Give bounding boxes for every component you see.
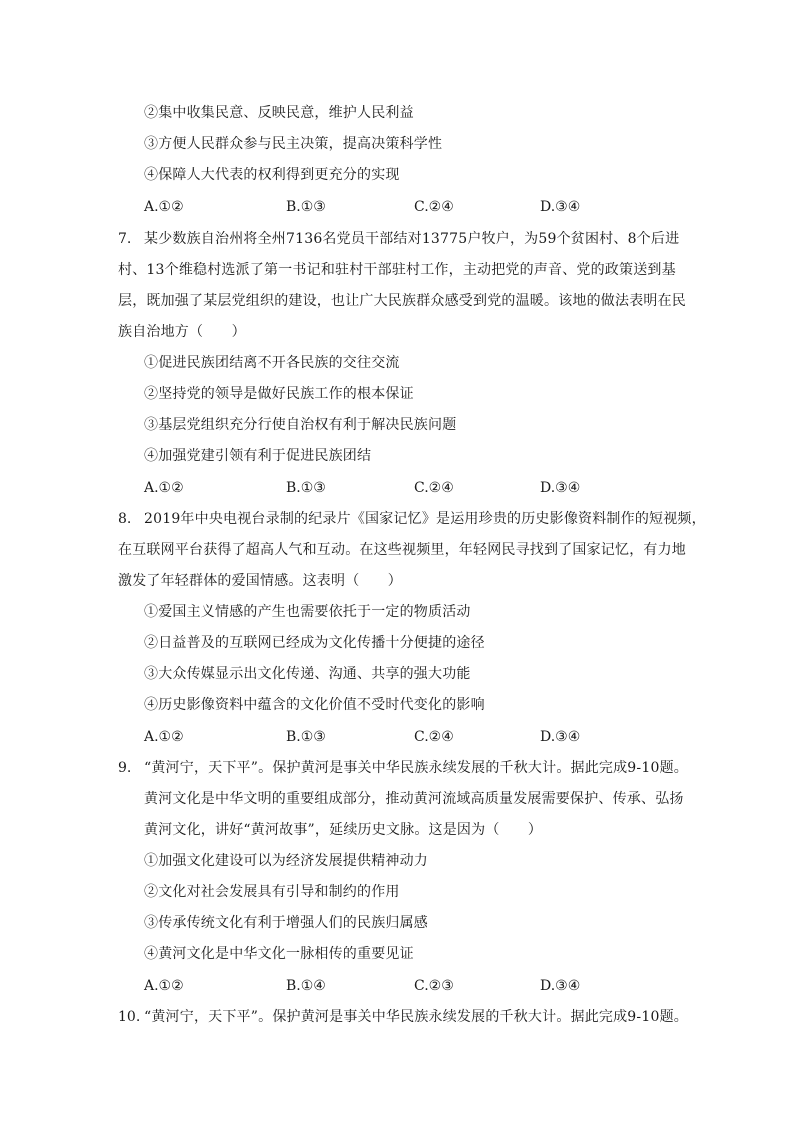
- q7-choice-a: A.①②: [144, 480, 184, 496]
- q8-answer-choices: [144, 727, 704, 747]
- q8-option-3: ③大众传媒显示出文化传递、沟通、共享的强大功能: [144, 666, 471, 682]
- q7-stem-line-4: 族自治地方（ ）: [118, 324, 246, 340]
- q7-stem-line-1: 某少数族自治州将全州7136名党员干部结对13775户牧户，为59个贫困村、8个后进: [144, 231, 680, 247]
- q8-choice-d: D.③④: [540, 729, 581, 745]
- q10-number: 10.: [118, 1009, 141, 1025]
- q10-stem-line-1: “黄河宁，天下平”。保护黄河是事关中华民族永续发展的千秋大计。据此完成9-10题。: [144, 1009, 688, 1025]
- q7-number: 7.: [118, 231, 132, 247]
- q7-option-4: ④加强党建引领有利于促进民族团结: [144, 448, 372, 464]
- q8-stem-line-3: 激发了年轻群体的爱国情感。这表明（ ）: [118, 573, 402, 589]
- q9-option-2: ②文化对社会发展具有引导和制约的作用: [144, 884, 400, 900]
- q7-choice-c: C.②④: [414, 480, 454, 496]
- q8-option-2: ②日益普及的互联网已经成为文化传播十分便捷的途径: [144, 635, 485, 651]
- q7-option-1: ①促进民族团结离不开各民族的交往交流: [144, 355, 400, 371]
- q8-stem-line-1: 2019年中央电视台录制的纪录片《国家记忆》是运用珍贵的历史影像资料制作的短视频，: [144, 511, 706, 527]
- q9-option-3: ③传承传统文化有利于增强人们的民族归属感: [144, 915, 428, 931]
- q9-number: 9.: [118, 760, 132, 776]
- q6-option-2: ②集中收集民意、反映民意，维护人民利益: [144, 105, 414, 121]
- q9-option-1: ①加强文化建设可以为经济发展提供精神动力: [144, 853, 428, 869]
- q8-choice-c: C.②④: [414, 729, 454, 745]
- q9-option-4: ④黄河文化是中华文化一脉相传的重要见证: [144, 946, 414, 962]
- q7-option-3: ③基层党组织充分行使自治权有利于解决民族问题: [144, 417, 457, 433]
- q9-stem-line-2: 黄河文化是中华文明的重要组成部分，推动黄河流域高质量发展需要保护、传承、弘扬: [144, 791, 684, 807]
- q8-choice-a: A.①②: [144, 729, 184, 745]
- q8-choice-b: B.①③: [286, 729, 326, 745]
- q6-option-3: ③方便人民群众参与民主决策，提高决策科学性: [144, 136, 443, 152]
- q9-choice-a: A.①②: [144, 978, 184, 994]
- q8-stem-line-2: 在互联网平台获得了超高人气和互动。在这些视频里，年轻网民寻找到了国家记忆，有力地: [118, 542, 686, 558]
- q7-option-2: ②坚持党的领导是做好民族工作的根本保证: [144, 386, 414, 402]
- q7-choice-b: B.①③: [286, 480, 326, 496]
- q6-answer-choices: [144, 197, 704, 217]
- q9-choice-b: B.①④: [286, 978, 326, 994]
- q6-choice-a: A.①②: [144, 199, 184, 215]
- q9-choice-d: D.③④: [540, 978, 581, 994]
- q9-answer-choices: [144, 976, 704, 996]
- q7-stem-line-3: 层，既加强了某层党组织的建设，也让广大民族群众感受到党的温暖。该地的做法表明在民: [118, 293, 686, 309]
- q7-choice-d: D.③④: [540, 480, 581, 496]
- q6-option-4: ④保障人大代表的权利得到更充分的实现: [144, 167, 400, 183]
- q9-stem-line-3: 黄河文化，讲好“黄河故事”，延续历史文脉。这是因为（ ）: [144, 822, 543, 838]
- q8-number: 8.: [118, 511, 132, 527]
- q8-option-4: ④历史影像资料中蕴含的文化价值不受时代变化的影响: [144, 697, 485, 713]
- q9-stem-line-1: “黄河宁，天下平”。保护黄河是事关中华民族永续发展的千秋大计。据此完成9-10题。: [144, 760, 688, 776]
- q6-choice-b: B.①③: [286, 199, 326, 215]
- q7-answer-choices: [144, 478, 704, 498]
- q7-stem-line-2: 村、13个维稳村选派了第一书记和驻村干部驻村工作，主动把党的声音、党的政策送到基: [118, 262, 676, 278]
- q6-choice-c: C.②④: [414, 199, 454, 215]
- q6-choice-d: D.③④: [540, 199, 581, 215]
- q9-choice-c: C.②③: [414, 978, 454, 994]
- q8-option-1: ①爱国主义情感的产生也需要依托于一定的物质活动: [144, 604, 471, 620]
